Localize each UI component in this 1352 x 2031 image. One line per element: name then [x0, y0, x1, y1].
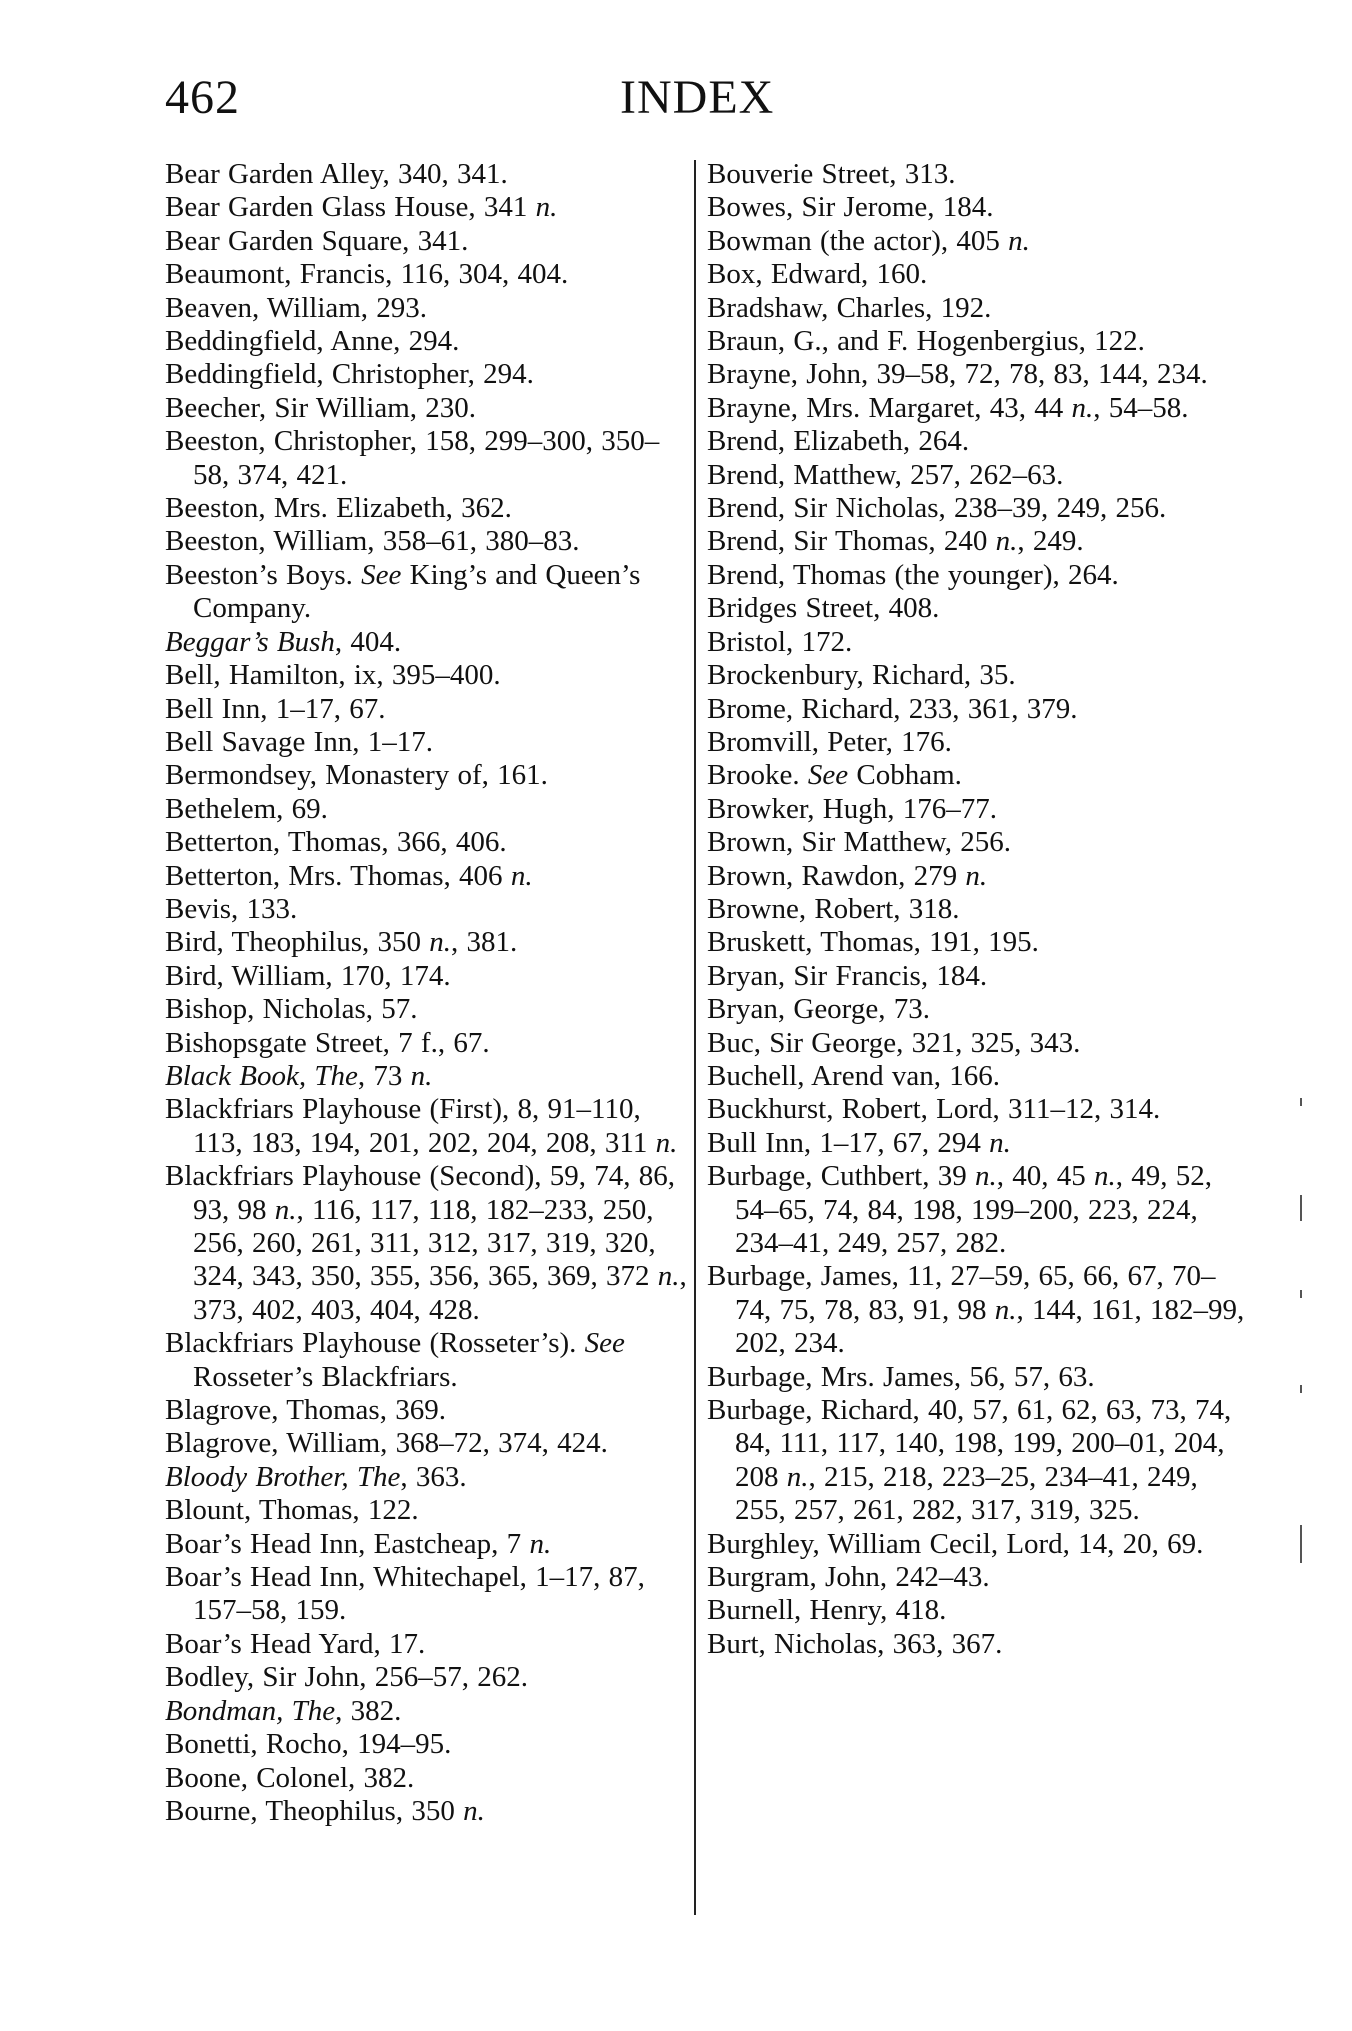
- index-entry: [707, 960, 1247, 993]
- index-entry: [707, 392, 1247, 425]
- index-entry: [165, 358, 695, 391]
- margin-mark: [1300, 1195, 1302, 1221]
- index-entry-text: Boar’s Head Inn, Eastcheap, 7: [165, 1527, 530, 1560]
- index-entry-text: Burghley, William Cecil, Lord, 14, 20, 69.: [707, 1527, 1204, 1560]
- index-entry-text: Burbage, Mrs. James, 56, 57, 63.: [707, 1360, 1095, 1393]
- index-entry-text: Cobham.: [848, 759, 962, 792]
- index-column-left: [165, 158, 695, 1828]
- index-entry-text: , 54–58.: [1093, 391, 1189, 424]
- margin-mark: [1300, 1385, 1302, 1393]
- index-entry-text: See: [807, 759, 849, 792]
- index-entry-text: Box, Edward, 160.: [707, 258, 928, 291]
- index-entry-text: King’s and Queen’s Company.: [193, 558, 641, 625]
- index-entry: [165, 1695, 695, 1728]
- index-entry-text: Burnell, Henry, 418.: [707, 1594, 947, 1627]
- index-entry: [165, 1661, 695, 1694]
- index-entry-text: n.: [429, 926, 452, 959]
- index-entry-text: Bryan, Sir Francis, 184.: [707, 959, 988, 992]
- index-entry-text: Brown, Rawdon, 279: [707, 859, 966, 892]
- index-entry: [165, 559, 695, 626]
- index-entry-text: Buckhurst, Robert, Lord, 311–12, 314.: [707, 1093, 1161, 1126]
- index-entry: [707, 158, 1247, 191]
- index-entry-text: n.: [995, 525, 1018, 558]
- index-entry-text: Beeston’s Boys.: [165, 558, 362, 591]
- index-entry-text: n.: [994, 1293, 1017, 1326]
- index-entry-text: , 373, 402, 403, 404, 428.: [193, 1260, 687, 1326]
- index-entry: [707, 425, 1247, 458]
- index-entry: [707, 592, 1247, 625]
- index-entry: [707, 292, 1247, 325]
- index-entry: [165, 1327, 695, 1394]
- index-entry-text: Bowman (the actor), 405: [707, 224, 1009, 257]
- index-entry-text: Burbage, Cuthbert, 39: [707, 1160, 975, 1193]
- index-entry: [165, 993, 695, 1026]
- index-entry-text: Brend, Sir Nicholas, 238–39, 249, 256.: [707, 492, 1167, 525]
- index-entry: [707, 459, 1247, 492]
- index-entry: [165, 759, 695, 792]
- index-entry-text: Buchell, Arend van, 166.: [707, 1059, 1000, 1092]
- index-entry: [707, 1561, 1247, 1594]
- index-entry-text: , 249.: [1017, 525, 1084, 558]
- index-entry-text: n.: [535, 191, 558, 224]
- index-entry-text: See: [584, 1327, 625, 1360]
- index-entry-text: , 381.: [451, 926, 518, 959]
- index-entry: [165, 626, 695, 659]
- index-entry-text: n.: [786, 1460, 809, 1493]
- index-entry-text: Brend, Elizabeth, 264.: [707, 425, 970, 458]
- index-entry: [165, 1528, 695, 1561]
- margin-mark: [1300, 1290, 1302, 1298]
- margin-mark: [1300, 1525, 1302, 1563]
- index-entry-text: Bell, Hamilton, ix, 395–400.: [165, 659, 501, 692]
- index-entry: [165, 1027, 695, 1060]
- index-entry-text: Beddingfield, Christopher, 294.: [165, 358, 534, 391]
- index-entry: [707, 358, 1247, 391]
- index-entry-text: Bodley, Sir John, 256–57, 262.: [165, 1661, 529, 1694]
- index-entry: [165, 1795, 695, 1828]
- index-entry-text: Bear Garden Glass House, 341: [165, 191, 536, 224]
- index-entry-text: Betterton, Thomas, 366, 406.: [165, 826, 507, 859]
- index-entry: [165, 826, 695, 859]
- index-entry: [707, 893, 1247, 926]
- margin-mark: [1300, 1098, 1302, 1106]
- index-entry: [707, 1127, 1247, 1160]
- index-entry: [165, 258, 695, 291]
- index-entry: [165, 926, 695, 959]
- index-entry-text: Bishop, Nicholas, 57.: [165, 993, 418, 1026]
- index-entry: [165, 860, 695, 893]
- index-entry-text: Brayne, Mrs. Margaret, 43, 44: [707, 391, 1072, 424]
- index-entry-text: , 144, 161, 182–99, 202, 234.: [735, 1293, 1245, 1360]
- index-entry: [707, 1528, 1247, 1561]
- index-entry-text: Beaven, William, 293.: [165, 291, 428, 324]
- index-entry: [707, 191, 1247, 224]
- index-entry: [707, 659, 1247, 692]
- index-entry-text: Beggar’s Bush: [165, 625, 335, 658]
- index-entry-text: n.: [657, 1260, 680, 1293]
- index-entry-text: Bourne, Theophilus, 350: [165, 1794, 464, 1827]
- index-entry: [165, 1394, 695, 1427]
- index-entry-text: Brend, Thomas (the younger), 264.: [707, 558, 1119, 591]
- index-entry: [707, 1628, 1247, 1661]
- index-entry-text: n.: [1071, 391, 1094, 424]
- index-entry-text: n.: [510, 859, 533, 892]
- index-entry-text: Rosseter’s Blackfriars.: [193, 1360, 458, 1393]
- index-entry: [707, 826, 1247, 859]
- index-entry-text: Boar’s Head Yard, 17.: [165, 1627, 426, 1660]
- index-entry: [165, 1160, 695, 1327]
- index-entry-text: n.: [965, 859, 988, 892]
- index-entry-text: Bull Inn, 1–17, 67, 294: [707, 1126, 990, 1159]
- index-entry-text: , 49, 52, 54–65, 74, 84, 198, 199–200, 223, 224, 234–41, 249, 257, 282.: [735, 1160, 1212, 1259]
- index-entry-text: Brown, Sir Matthew, 256.: [707, 826, 1011, 859]
- index-entry-text: Burt, Nicholas, 363, 367.: [707, 1627, 1003, 1660]
- index-entry: [165, 525, 695, 558]
- index-entry: [707, 1594, 1247, 1627]
- index-entry-text: Beeston, Mrs. Elizabeth, 362.: [165, 492, 512, 525]
- index-entry-text: Burgram, John, 242–43.: [707, 1561, 990, 1594]
- index-entry: [707, 1394, 1247, 1528]
- index-entry-text: Bird, William, 170, 174.: [165, 959, 451, 992]
- index-entry-text: Browne, Robert, 318.: [707, 892, 960, 925]
- index-entry-text: Braun, G., and F. Hogenbergius, 122.: [707, 325, 1145, 358]
- index-entry-text: Black Book, The: [165, 1059, 358, 1092]
- index-entry: [165, 191, 695, 224]
- index-entry-text: Bermondsey, Monastery of, 161.: [165, 759, 548, 792]
- index-entry: [165, 225, 695, 258]
- page-title: INDEX: [620, 71, 775, 124]
- index-entry: [165, 425, 695, 492]
- index-entry-text: Brome, Richard, 233, 361, 379.: [707, 692, 1078, 725]
- index-entry-text: Blackfriars Playhouse (Rosseter’s).: [165, 1327, 585, 1360]
- index-entry-text: Blackfriars Playhouse (First), 8, 91–110, 113, 183, 194, 201, 202, 204, 208, 311: [165, 1093, 656, 1159]
- index-entry: [707, 1027, 1247, 1060]
- index-entry-text: Blagrove, Thomas, 369.: [165, 1394, 446, 1427]
- index-entry: [707, 1160, 1247, 1260]
- index-entry: [707, 793, 1247, 826]
- index-entry: [165, 1461, 695, 1494]
- index-entry: [707, 492, 1247, 525]
- index-entry-text: Brend, Sir Thomas, 240: [707, 525, 996, 558]
- index-entry-text: , 382.: [335, 1694, 402, 1727]
- index-entry: [707, 325, 1247, 358]
- index-entry: [165, 893, 695, 926]
- index-entry: [707, 693, 1247, 726]
- index-entry: [165, 1427, 695, 1460]
- index-entry-text: n.: [410, 1059, 433, 1092]
- index-entry-text: Bradshaw, Charles, 192.: [707, 291, 992, 324]
- index-entry-text: n.: [655, 1126, 678, 1159]
- index-entry-text: Boar’s Head Inn, Whitechapel, 1–17, 87, 157–58, 159.: [165, 1561, 645, 1627]
- index-entry: [165, 693, 695, 726]
- index-entry: [707, 993, 1247, 1026]
- index-entry: [707, 225, 1247, 258]
- index-entry-text: Bell Savage Inn, 1–17.: [165, 725, 433, 758]
- index-entry: [707, 726, 1247, 759]
- index-entry-text: Bethelem, 69.: [165, 792, 328, 825]
- index-entry: [165, 1494, 695, 1527]
- index-entry-text: n.: [274, 1193, 297, 1226]
- index-entry: [707, 258, 1247, 291]
- index-entry: [707, 926, 1247, 959]
- index-entry-text: Beeston, William, 358–61, 380–83.: [165, 525, 580, 558]
- index-entry-text: Bryan, George, 73.: [707, 993, 930, 1026]
- index-entry-text: Beaumont, Francis, 116, 304, 404.: [165, 258, 569, 291]
- index-entry-text: Bird, Theophilus, 350: [165, 926, 430, 959]
- index-entry-text: , 404.: [334, 625, 402, 658]
- index-entry-text: Bell Inn, 1–17, 67.: [165, 692, 386, 725]
- index-entry: [165, 325, 695, 358]
- index-entry: [165, 1060, 695, 1093]
- index-entry-text: Blount, Thomas, 122.: [165, 1494, 419, 1527]
- index-entry-text: n.: [974, 1160, 997, 1193]
- index-entry-text: Blagrove, William, 368–72, 374, 424.: [165, 1427, 608, 1460]
- column-divider: [694, 160, 696, 1915]
- index-entry-text: Bloody Brother, The: [165, 1460, 401, 1493]
- index-entry: [165, 1093, 695, 1160]
- index-entry: [165, 659, 695, 692]
- index-entry-text: Bowes, Sir Jerome, 184.: [707, 191, 994, 224]
- index-entry-text: Bear Garden Square, 341.: [165, 224, 469, 257]
- index-entry: [707, 759, 1247, 792]
- index-column-right: [707, 158, 1247, 1661]
- index-entry-text: n.: [529, 1527, 552, 1560]
- index-entry-text: Bishopsgate Street, 7 f., 67.: [165, 1026, 490, 1059]
- index-entry-text: Brooke.: [707, 759, 808, 792]
- index-entry: [707, 1260, 1247, 1360]
- index-entry-text: Bevis, 133.: [165, 892, 298, 925]
- index-entry-text: , 116, 117, 118, 182–233, 250, 256, 260, 261, 311, 312, 317, 319, 320, 324, 343, 350, 355, 356, 365, 369, 372: [193, 1193, 658, 1293]
- index-entry-text: Beeston, Christopher, 158, 299–300, 350–58, 374, 421.: [165, 425, 660, 491]
- index-entry-text: Burbage, James, 11, 27–59, 65, 66, 67, 70–74, 75, 78, 83, 91, 98: [707, 1260, 1216, 1326]
- index-entry: [165, 793, 695, 826]
- index-entry-text: Bear Garden Alley, 340, 341.: [165, 158, 508, 190]
- index-entry-text: Boone, Colonel, 382.: [165, 1761, 415, 1794]
- index-entry-text: n.: [1093, 1160, 1116, 1193]
- page-number: 462: [165, 71, 240, 124]
- index-entry-text: n.: [989, 1126, 1011, 1159]
- index-entry-text: Bonetti, Rocho, 194–95.: [165, 1728, 452, 1761]
- index-entry-text: Blackfriars Playhouse (Second), 59, 74, 86, 93, 98: [165, 1160, 675, 1226]
- index-entry-text: Bouverie Street, 313.: [707, 158, 956, 190]
- index-entry-text: See: [361, 558, 402, 591]
- index-entry-text: n.: [463, 1794, 485, 1827]
- index-entry-text: , 73: [357, 1059, 411, 1092]
- index-entry-text: n.: [1008, 224, 1030, 257]
- index-entry: [165, 726, 695, 759]
- index-entry-text: Brockenbury, Richard, 35.: [707, 659, 1016, 692]
- index-entry-text: Beecher, Sir William, 230.: [165, 391, 477, 424]
- index-entry-text: , 215, 218, 223–25, 234–41, 249, 255, 257, 261, 282, 317, 319, 325.: [735, 1460, 1198, 1527]
- index-entry-text: Betterton, Mrs. Thomas, 406: [165, 859, 511, 892]
- index-entry: [165, 492, 695, 525]
- index-entry: [707, 525, 1247, 558]
- index-entry-text: Bridges Street, 408.: [707, 592, 940, 625]
- index-entry: [165, 1628, 695, 1661]
- index-entry: [707, 1361, 1247, 1394]
- index-entry-text: Bristol, 172.: [707, 625, 853, 658]
- index-entry: [707, 559, 1247, 592]
- index-entry: [165, 392, 695, 425]
- index-entry: [165, 1561, 695, 1628]
- index-entry-text: Brend, Matthew, 257, 262–63.: [707, 458, 1064, 491]
- index-entry: [165, 158, 695, 191]
- index-entry: [707, 860, 1247, 893]
- index-entry-text: , 363.: [400, 1460, 467, 1493]
- index-entry-text: Bruskett, Thomas, 191, 195.: [707, 926, 1039, 959]
- index-entry-text: , 40, 45: [996, 1160, 1094, 1193]
- index-entry-text: Burbage, Richard, 40, 57, 61, 62, 63, 73, 74, 84, 111, 117, 140, 198, 199, 200–01, 204, 208: [707, 1394, 1232, 1493]
- index-entry: [165, 960, 695, 993]
- index-entry: [165, 1728, 695, 1761]
- index-entry: [707, 626, 1247, 659]
- index-entry: [707, 1060, 1247, 1093]
- index-entry-text: Bromvill, Peter, 176.: [707, 725, 952, 758]
- index-entry-text: Browker, Hugh, 176–77.: [707, 792, 998, 825]
- index-entry-text: Bondman, The: [165, 1694, 336, 1727]
- index-entry: [165, 1762, 695, 1795]
- index-entry-text: Brayne, John, 39–58, 72, 78, 83, 144, 234.: [707, 358, 1208, 391]
- index-entry: [707, 1093, 1247, 1126]
- index-entry: [165, 292, 695, 325]
- index-entry-text: Buc, Sir George, 321, 325, 343.: [707, 1026, 1081, 1059]
- index-entry-text: Beddingfield, Anne, 294.: [165, 325, 460, 358]
